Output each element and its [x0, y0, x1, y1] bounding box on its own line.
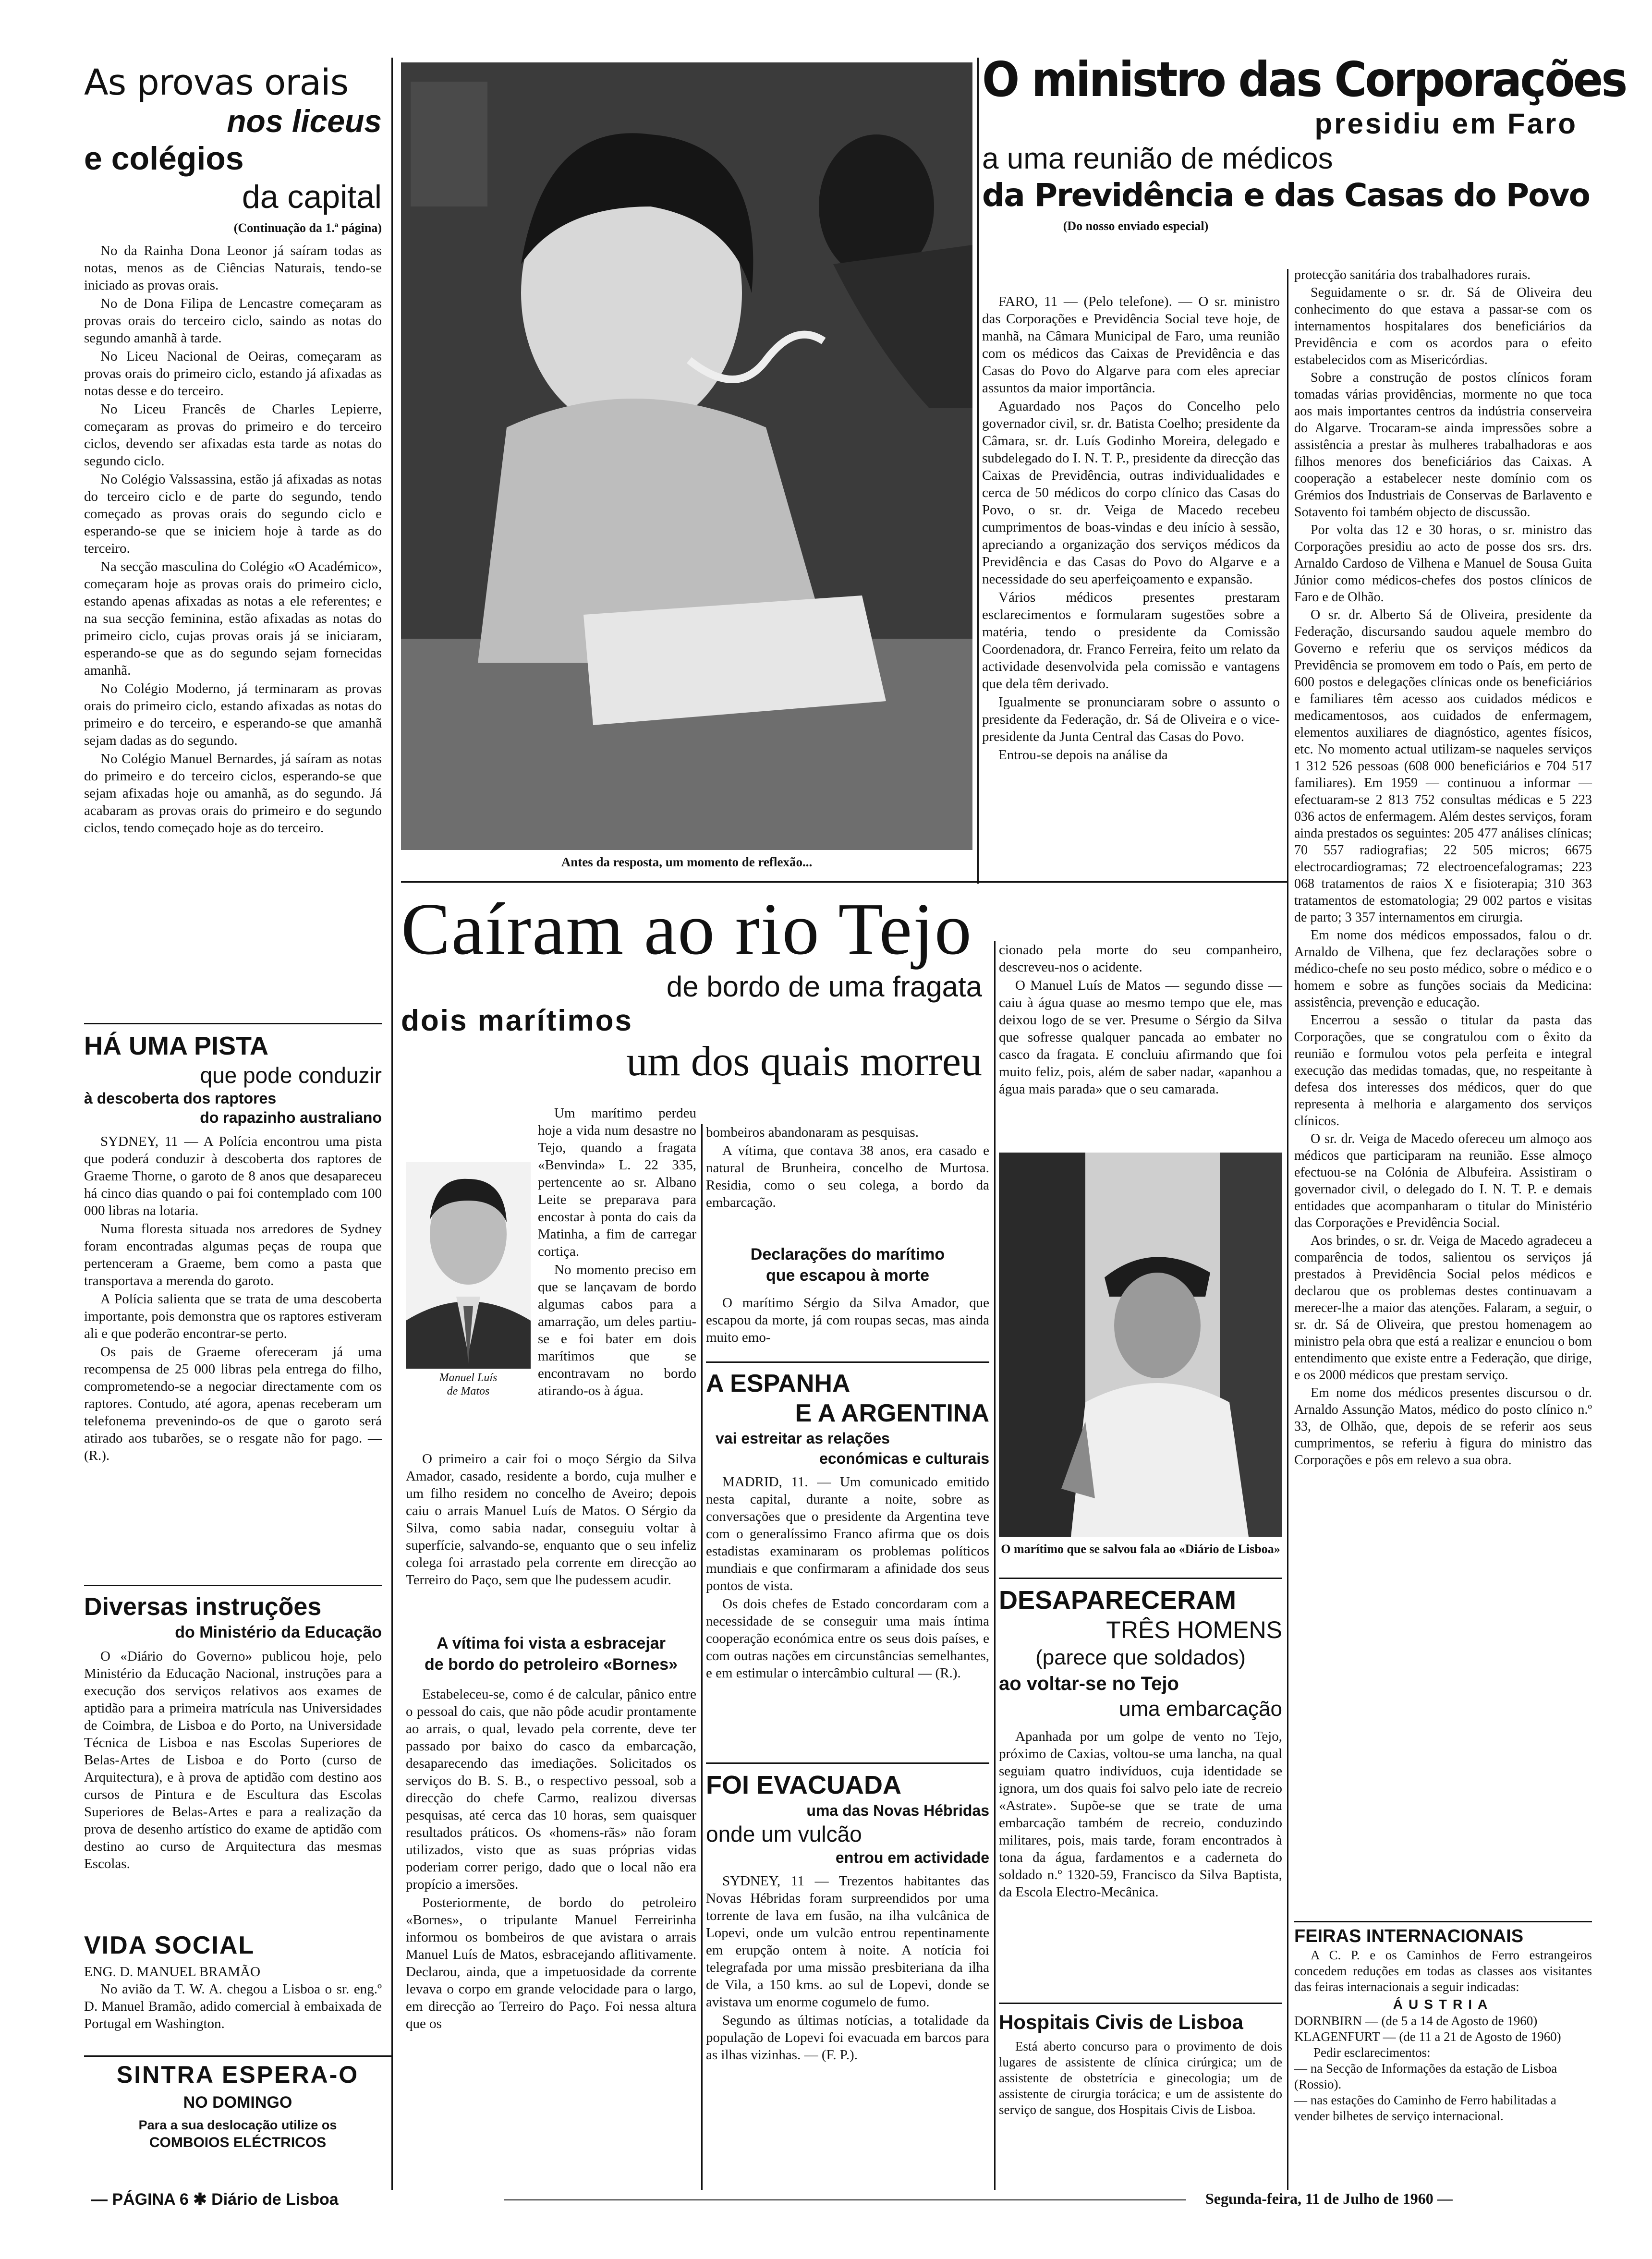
provas-paragraph: No de Dona Filipa de Lencastre começaram as provas orais do terceiro ciclo, saindo as notas do segundo amanhã à tarde.: [84, 296, 382, 346]
portrait-caption: [406, 1371, 531, 1398]
divider: [84, 1585, 382, 1586]
pista-sub-2: à descoberta dos raptores: [84, 1090, 277, 1107]
ministro-title-3: a uma reunião de médicos: [982, 142, 1333, 175]
column-rule: [701, 1124, 703, 2190]
tejo-col-3: [999, 941, 1282, 1099]
feiras-info-1: — na Secção de Informações da estação de Lisboa (Rossio).: [1294, 2061, 1557, 2091]
desapareceram-body: [999, 1728, 1282, 1901]
espanha-sub-1: vai estreitar as relações: [716, 1430, 890, 1447]
tejo-paragraph: cionado pela morte do seu companheiro, descreveu-nos o acidente.: [999, 942, 1282, 975]
pista-paragraph: A Polícia salienta que se trata de uma descoberta importante, pois demonstra que os raptores estiveram ali e que poderão encontrar-se perto.: [84, 1291, 382, 1341]
provas-article: [84, 62, 382, 838]
desapareceram-title-3: (parece que soldados): [1035, 1646, 1246, 1669]
sintra-title: SINTRA ESPERA-O: [116, 2061, 359, 2088]
provas-paragraph: No Colégio Manuel Bernardes, já saíram as notas do primeiro e do terceiro ciclos, esperando-se que sejam afixadas hoje ou amanhã, as do segundo. Já acabaram as provas orais do primeiro e do segundo ciclos, tendo começado hoje as do terceiro.: [84, 751, 382, 836]
tejo-vitima-2: de bordo do petroleiro «Bornes»: [424, 1655, 678, 1674]
tejo-col-2: [706, 1124, 989, 1212]
ministro-paragraph: Em nome dos médicos empossados, falou o dr. Arnaldo de Vilhena, que fez declarações sobre o médico-chefe no seu posto médico, sobre o médico e o homem e sobre as funções sociais da Medicina: assistência, prevenção e educação.: [1294, 928, 1592, 1010]
sailor-drawing: [999, 1153, 1282, 1537]
ministro-col-2: [1294, 267, 1592, 1470]
provas-title-1: As provas orais: [84, 62, 349, 103]
provas-paragraph: No Liceu Nacional de Oeiras, começaram as provas orais do primeiro ciclo, estando já afixadas as notas desse e do terceiro.: [84, 349, 382, 399]
tejo-paragraph: O primeiro a cair foi o moço Sérgio da Silva Amador, casado, residente a bordo, cuja mulher e um filho residem no concelho de Aveiro; depois caiu o arrais Manuel Luís de Matos. O Sérgio da Silva, como sabia nadar, conseguiu voltar à superfície, salvando-se, enquanto que o seu infeliz colega foi arrastado pela corrente em direcção ao Terreiro do Paço, sem que lhe pudessem acudir.: [406, 1451, 696, 1588]
feiras-fair-2: KLAGENFURT — (de 11 a 21 de Agosto de 1960): [1294, 2029, 1561, 2044]
ministro-paragraph: Seguidamente o sr. dr. Sá de Oliveira deu conhecimento do que estava a passar-se com os internamentos hospitalares dos beneficiários da Previdência e com os acordos para o efeito estabelecidos com as Misericórdias.: [1294, 285, 1592, 367]
tejo-paragraph: Um marítimo perdeu hoje a vida num desastre no Tejo, quando a fragata «Benvinda» L. 22 335, pertencente ao sr. Albano Leite se preparava para encostar à ponta do cais da Matinha, a fim de carregar cortiça.: [538, 1105, 696, 1259]
tejo-title: Caíram ao rio Tejo: [401, 888, 972, 970]
evacuada-article: [706, 1770, 989, 2065]
ministro-paragraph: Encerrou a sessão o titular da pasta das Corporações, que se congratulou com o êxito da reunião e formulou votos pela perfeita e integral execução das medidas tomadas, que, no respeitante à defesa dos interesses dos médicos, quer do que representa à melhoria e alargamento dos serviços clínicos.: [1294, 1013, 1592, 1129]
tejo-decl-body: [706, 1294, 989, 1347]
evacuada-paragraph: Segundo as últimas notícias, a totalidade da população de Lopevi foi evacuada em barcos para as ilhas vizinhas. — (F. P.).: [706, 2013, 989, 2063]
column-rule: [994, 941, 996, 2190]
ministro-col-1: [982, 293, 1280, 765]
divider: [706, 1762, 989, 1764]
ministro-header: [982, 51, 1626, 233]
hospitais-body: [999, 2039, 1282, 2118]
tejo-sub-2: dois marítimos: [401, 1004, 633, 1037]
ministro-title-1: O ministro das Corporações: [982, 51, 1626, 108]
tejo-paragraph: No momento preciso em que se lançavam de bordo algumas cabos para a amarração, um deles partiu-se e foi bater em dois marítimos que se encontravam no bordo atirando-os à água.: [538, 1262, 696, 1398]
tejo-col-1b: [406, 1450, 696, 1590]
feiras-fair-1: DORNBIRN — (de 5 a 14 de Agosto de 1960): [1294, 2014, 1538, 2028]
ministro-paragraph: Por volta das 12 e 30 horas, o sr. ministro das Corporações presidiu ao acto de posse dos srs. drs. Arnaldo Cardoso de Vilhena e Manuel de Sousa Guita Júnior como médicos-chefes dos postos clínicos de Faro e de Olhão.: [1294, 522, 1592, 605]
feiras-country: ÁUSTRIA: [1393, 1997, 1494, 2012]
tejo-col-1c: [406, 1686, 696, 2033]
vida-social-article: [84, 1931, 382, 2033]
tejo-paragraph: bombeiros abandonaram as pesquisas.: [706, 1125, 919, 1140]
evacuada-sub-2: onde um vulcão: [706, 1822, 862, 1846]
portrait-drawing: [406, 1162, 531, 1369]
feiras-intro-text: A C. P. e os Caminhos de Ferro estrangeiros concedem reduções em todas as classes aos visitantes das feiras internacionais a seguir indicadas:: [1294, 1948, 1592, 1994]
ministro-paragraph: Igualmente se pronunciaram sobre o assunto o presidente da Federação, dr. Sá de Oliveira e o vice-presidente da Junta Central das Casas do Povo.: [982, 694, 1280, 744]
student-photo-caption: Antes da resposta, um momento de reflexão...: [561, 855, 813, 869]
footer-left: — PÁGINA 6 ✱ Diário de Lisboa: [91, 2190, 339, 2209]
instrucoes-title: Diversas instruções: [84, 1593, 322, 1621]
divider: [999, 1578, 1282, 1579]
ministro-paragraph: protecção sanitária dos trabalhadores rurais.: [1294, 267, 1531, 282]
instrucoes-body: [84, 1648, 382, 1872]
feiras-intro: [1294, 1947, 1592, 1995]
ministro-paragraph: Sobre a construção de postos clínicos foram tomadas várias providências, mormente no que toca aos mais importantes centros da indústria conserveira do Algarve. Trocaram-se ainda impressões sobre a assistência a prestar às mulheres trabalhadoras e aos filhos menores dos beneficiários das Caixas. A cooperação a estabelecer neste domínio com os Grémios dos Industriais de Conservas de Barlavento e Sotavento foi também objecto de discussão.: [1294, 370, 1592, 520]
pista-article: [84, 1030, 382, 1465]
vida-social-title: VIDA SOCIAL: [84, 1931, 255, 1959]
tejo-header: [401, 888, 992, 1085]
espanha-body: [706, 1473, 989, 1682]
provas-title-2: nos liceus: [227, 103, 382, 139]
feiras-title: FEIRAS INTERNACIONAIS: [1294, 1926, 1524, 1946]
ministro-paragraph: Aguardado nos Paços do Concelho pelo governador civil, sr. dr. Batista Coelho; presidente da Câmara, sr. dr. Luís Godinho Moreira, delegado e subdelegado do I. N. T. P., presidente da direcção das Caixas de Previdência, outras individualidades e cerca de 50 médicos do corpo clínico das Casas do Povo, o sr. dr. Veiga de Macedo recebeu cumprimentos de boas-vindas e deu início à sessão, apreciando a organização dos serviços médicos da Previdência e das Casas do Povo do Algarve e a necessidade do seu aperfeiçoamento e expansão.: [982, 399, 1280, 587]
desapareceram-article: [999, 1585, 1282, 1902]
hospitais-paragraph: Está aberto concurso para o provimento de dois lugares de assistente de clínica cirúrgica; um de assistente de obstetrícia e ginecologia; um de assistente de cirurgia torácica; e um de assistente do serviço de sangue, dos Hospitais Civis de Lisboa.: [999, 2039, 1282, 2117]
evacuada-paragraph: SYDNEY, 11 — Trezentos habitantes das Novas Hébridas foram surpreendidos por uma torrente de lava em fusão, na ilha vulcânica de Lopevi, onde um vulcão entrou repentinamente em erupção ontem à noite. A notícia foi telegrafada por uma missão presbiteriana da ilha de Vila, a 150 kms. ao sul de Lopevi, donde se avistava um enorme cogumelo de fumo.: [706, 1873, 989, 2010]
divider: [84, 1023, 382, 1024]
feiras-ad: [1294, 1921, 1592, 2124]
divider: [401, 881, 1287, 883]
provas-paragraph: No Colégio Valssassina, estão já afixadas as notas do terceiro ciclo e de parte do segundo, tendo começado as provas orais do segundo ciclo e esperando-se que se iniciem hoje à tarde as do terceiro.: [84, 472, 382, 556]
ministro-paragraph: O sr. dr. Veiga de Macedo ofereceu um almoço aos médicos que participaram na reunião. Esse almoço efectuou-se na Colónia de Albufeira. Assistiram o governador civil, o delegado do I. N. T. P. e demais entidades que acompanharam o titular do Ministério das Corporações e Previdência Social.: [1294, 1131, 1592, 1230]
sintra-line-1: Para a sua deslocação utilize os: [138, 2118, 337, 2132]
portrait-caption-1: Manuel Luís: [439, 1372, 498, 1384]
tejo-paragraph: Estabeleceu-se, como é de calcular, pânico entre o pessoal do cais, que não pôde acudir prontamente ao arrais, o qual, levado pela corrente, deve ter passado por baixo do casco da embarcação, desaparecendo das imediações. Solicitados os serviços do B. S. B., o respectivo pessoal, sob a direcção do chefe Carmo, realizou diversas pesquisas, até cerca das 10 horas, sem quaisquer resultados práticos. Os «homens-rãs» não foram utilizados, visto que as suas próprias vidas poderiam correr perigo, dado que o local não era propício a imersões.: [406, 1687, 696, 1892]
instrucoes-article: [84, 1592, 382, 1873]
pista-paragraph: Numa floresta situada nos arredores de Sydney foram encontradas algumas peças de roupa que pertenceram a Graeme, bem como a pasta que transportava a merenda do garoto.: [84, 1221, 382, 1288]
evacuada-sub-1: uma das Novas Hébridas: [806, 1802, 989, 1819]
desapareceram-title-1: DESAPARECERAM: [999, 1586, 1237, 1615]
footer-right: Segunda-feira, 11 de Julho de 1960 —: [1205, 2190, 1453, 2207]
tejo-decl-1: Declarações do marítimo: [750, 1245, 945, 1263]
tejo-sub-3: um dos quais morreu: [626, 1038, 982, 1085]
vida-social-body: [84, 1980, 382, 2032]
provas-body: [84, 242, 382, 837]
tejo-paragraph: Posteriormente, de bordo do petroleiro «Bornes», o tripulante Manuel Ferreirinha informou os bombeiros de que avistara o arrais Manuel Luís de Matos, esbracejando aflitivamente. Declarou, ainda, que a impetuosidade da corrente levava o corpo em grande velocidade para o largo, em direcção ao Terreiro do Paço. Foi nessa altura que os: [406, 1895, 696, 2031]
portrait-photo: [406, 1162, 531, 1369]
espanha-paragraph: Os dois chefes de Estado concordaram com a necessidade de se conseguir uma mais íntima cooperação económica entre os seus dois países, e com outras nações em circunstâncias semelhantes, e em estimular o intercâmbio cultural — (R.).: [706, 1596, 989, 1681]
provas-continuation: (Continuação da 1.ª página): [233, 221, 382, 235]
pista-title: HÁ UMA PISTA: [84, 1032, 268, 1060]
desapareceram-title-4: ao voltar-se no Tejo: [999, 1673, 1179, 1694]
ministro-paragraph: Aos brindes, o sr. dr. Veiga de Macedo agradeceu a comparência de todos, salientou os serviços já prestados à Previdência Social pelos médicos e declarou que os problemas destes continuavam a merecer-lhe a maior das atenções. Falaram, a seguir, o sr. dr. Sá de Oliveira, que prestou homenagem ao ministro pela obra que está a realizar e enunciou o bom entendimento que existe entre a Federação, que dirige, e os 2000 médicos que prestam serviço.: [1294, 1233, 1592, 1383]
tejo-vitima-heading: [406, 1633, 696, 1675]
pista-paragraph: Os pais de Graeme ofereceram já uma recompensa de 25 000 libras pela entrega do filho, comprometendo-se a negociar directamente com os raptores. Contudo, até agora, apenas receberam um telefonema prevenindo-os de que o garoto será atirado aos tubarões, se o resgate não for pago. — (R.).: [84, 1344, 382, 1463]
espanha-article: [706, 1369, 989, 1683]
student-photo: [401, 62, 972, 850]
column-rule: [391, 58, 393, 2190]
tejo-paragraph: O Manuel Luís de Matos — segundo disse — caiu à água quase ao mesmo tempo que ele, mas deixou logo de se ver. Presume o Sérgio da Silva que sofresse qualquer pancada ao embater no casco da fragata. E concluiu afirmando que foi muito feliz, pois, além de saber nadar, «apanhou a água mais parada» que o seu camarada.: [999, 978, 1282, 1097]
column-rule: [1287, 269, 1288, 2190]
pista-body: [84, 1133, 382, 1464]
tejo-decl-2: que escapou à morte: [765, 1266, 930, 1285]
ministro-paragraph: O sr. dr. Alberto Sá de Oliveira, presidente da Federação, discursando saudou aquele membro do Governo e referiu que os serviços médicos da Previdência se promovem em todo o País, em perto de 600 postos e delegações clínicas onde os beneficiários e familiares têm acesso aos cuidados médicos e medicamentosos, aos cuidados de enfermagem, elementos auxiliares de diagnóstico, agentes físicos, etc. No momento actual utilizam-se naqueles serviços 1 312 526 pessoas (608 000 beneficiários e 704 517 familiares). Em 1959 — continuou a informar — efectuaram-se 2 813 752 consultas médicas e 5 223 036 actos de enfermagem. Além destes serviços, foram ainda prestados os seguintes: 205 477 análises clínicas; 70 557 radiografias; 22 505 micros; 6675 electrocardiogramas; 72 electroencefalogramas; 223 068 tratamentos de raios X e fisioterapia; 310 363 tratamentos de estomatologia; 29 002 partos e visitas de parto; 3 357 internamentos em cirurgia.: [1294, 607, 1592, 925]
pista-sub-1: que pode conduzir: [200, 1063, 382, 1088]
tejo-vitima-1: A vítima foi vista a esbracejar: [437, 1634, 666, 1652]
evacuada-title: FOI EVACUADA: [706, 1771, 902, 1799]
tejo-paragraph: A vítima, que contava 38 anos, era casado e natural de Brunheira, concelho de Murtosa. Residia, como o seu colega, a bordo da embarcação.: [706, 1143, 989, 1210]
ministro-paragraph: Entrou-se depois na análise da: [998, 747, 1168, 763]
hospitais-title: Hospitais Civis de Lisboa: [999, 2011, 1243, 2033]
student-photo-drawing: [401, 62, 972, 850]
tejo-decl-text: O marítimo Sérgio da Silva Amador, que escapou da morte, já com roupas secas, mas ainda muito emo-: [706, 1295, 989, 1345]
sintra-ad: [84, 2055, 391, 2152]
ministro-paragraph: FARO, 11 — (Pelo telefone). — O sr. ministro das Corporações e Previdência Social teve hoje, de manhã, na Câmara Municipal de Faro, uma reunião com os médicos das Caixas de Previdência e das Casas do Povo do Algarve para com eles apreciar assuntos da maior importância.: [982, 294, 1280, 396]
pista-sub-3: do rapazinho australiano: [200, 1109, 382, 1126]
provas-title-4: da capital: [242, 179, 382, 215]
ministro-title-4: da Previdência e das Casas do Povo: [982, 177, 1590, 214]
evacuada-sub-3: entrou em actividade: [835, 1849, 989, 1866]
provas-paragraph: No da Rainha Dona Leonor já saíram todas as notas, menos as de Ciências Naturais, tendo-se iniciado as provas orais.: [84, 243, 382, 293]
ministro-byline: (Do nosso enviado especial): [1063, 219, 1209, 233]
feiras-info-title: Pedir esclarecimentos:: [1313, 2045, 1431, 2060]
espanha-title-2: E A ARGENTINA: [795, 1399, 989, 1427]
tejo-sub-1: de bordo de uma fragata: [666, 971, 982, 1003]
instrucoes-paragraph: O «Diário do Governo» publicou hoje, pelo Ministério da Educação Nacional, instruções para a execução dos serviços relativos aos exames de aptidão para a primeira matrícula nas Universidades de Coimbra, de Lisboa e do Porto, na Universidade Técnica de Lisboa e nas Escolas Superiores de Belas-Artes de Lisboa e do Porto (curso de Arquitectura), e à prova de aptidão com destino aos cursos de Pintura e de Escultura das Escolas Superiores de Belas-Artes e para a realização da prova de desenho artístico do exame de aptidão com destino ao curso de Arquitectura das mesmas Escolas.: [84, 1649, 382, 1871]
provas-title-3: e colégios: [84, 140, 244, 177]
desapareceram-paragraph: Apanhada por um golpe de vento no Tejo, próximo de Caxias, voltou-se uma lancha, na qual seguiam quatro indivíduos, cuja identidade se ignora, um dos quais foi salvo pelo iate de recreio «Astrate». Supõe-se que se trate de uma embarcação também de recreio, conduzindo militares, pois, mais tarde, foram encontrados à tona da água, fardamentos e a caderneta do soldado n.º 1320-59, Francisco da Silva Baptista, da Escola Electro-Mecânica.: [999, 1729, 1282, 1900]
evacuada-body: [706, 1872, 989, 2064]
espanha-sub-2: económicas e culturais: [819, 1450, 989, 1467]
sintra-line-2: COMBOIOS ELÉCTRICOS: [149, 2135, 327, 2150]
desapareceram-title-2: TRÊS HOMENS: [1106, 1616, 1282, 1643]
desapareceram-title-5: uma embarcação: [1119, 1697, 1282, 1721]
pista-paragraph: SYDNEY, 11 — A Polícia encontrou uma pista que poderá conduzir à descoberta dos raptores de Graeme Thorne, o garoto de 8 anos que desapareceu há cinco dias quando o pai foi contemplado com 100 000 libras na lotaria.: [84, 1134, 382, 1218]
divider: [706, 1361, 989, 1363]
vida-social-sub: ENG. D. MANUEL BRAMÃO: [84, 1964, 261, 1980]
provas-paragraph: No Liceu Francês de Charles Lepierre, começaram as provas do primeiro e do terceiro ciclos, devendo ser afixadas esta tarde as notas do segundo ciclo.: [84, 401, 382, 469]
ministro-paragraph: Vários médicos presentes prestaram esclarecimentos e formularam sugestões sobre a matéria, tendo o presidente da Comissão Coordenadora, dr. Franco Ferreira, feito um relato da actividade desenvolvida pela comissão e vantagens que dela têm derivado.: [982, 590, 1280, 692]
feiras-info-2: — nas estações do Caminho de Ferro habilitadas a vender bilhetes de serviço internacional.: [1294, 2093, 1556, 2123]
sintra-sub: NO DOMINGO: [183, 2093, 292, 2112]
hospitais-article: [999, 2010, 1282, 2119]
provas-paragraph: No Colégio Moderno, já terminaram as provas orais do primeiro ciclo, estando afixadas as notas do primeiro e do terceiro, e esperando-se que amanhã sejam dadas as do segundo.: [84, 681, 382, 748]
sailor-photo: [999, 1153, 1282, 1537]
espanha-paragraph: MADRID, 11. — Um comunicado emitido nesta capital, durante a noite, sobre as conversações que o presidente da Argentina teve com o generalíssimo Franco afirma que os dois estadistas examinaram os problemas políticos mundiais e que confirmaram a afinidade dos seus pontos de vista.: [706, 1474, 989, 1593]
ministro-title-2: presidiu em Faro: [1314, 108, 1578, 140]
portrait-caption-2: de Matos: [447, 1385, 490, 1397]
footer-rule: [504, 2199, 1186, 2200]
tejo-col-1a: [538, 1105, 696, 1400]
instrucoes-sub: do Ministério da Educação: [175, 1623, 382, 1641]
espanha-title-1: A ESPANHA: [706, 1370, 850, 1397]
column-rule: [977, 58, 979, 884]
tejo-decl-heading: [706, 1244, 989, 1286]
vida-social-paragraph: No avião da T. W. A. chegou a Lisboa o sr. eng.º D. Manuel Bramão, adido comercial à embaixada de Portugal em Washington.: [84, 1981, 382, 2031]
sailor-caption: O marítimo que se salvou fala ao «Diário de Lisboa»: [1001, 1542, 1280, 1556]
ministro-paragraph: Em nome dos médicos presentes discursou o dr. Arnaldo Assunção Matos, médico do posto clínico n.º 33, de Olhão, que, depois de se referir aos seus cumprimentos, se referiu à figura do ministro das Corporações e pôs em relevo a sua obra.: [1294, 1385, 1592, 1468]
provas-paragraph: Na secção masculina do Colégio «O Académico», começaram hoje as provas orais do primeiro ciclo, estando apenas afixadas as notas a ele referentes; e na sua secção feminina, estão afixadas as notas do primeiro ciclo, cujas provas orais já se iniciaram, esperando-se que as do segundo sejam fornecidas amanhã.: [84, 559, 382, 678]
divider: [999, 2003, 1282, 2004]
